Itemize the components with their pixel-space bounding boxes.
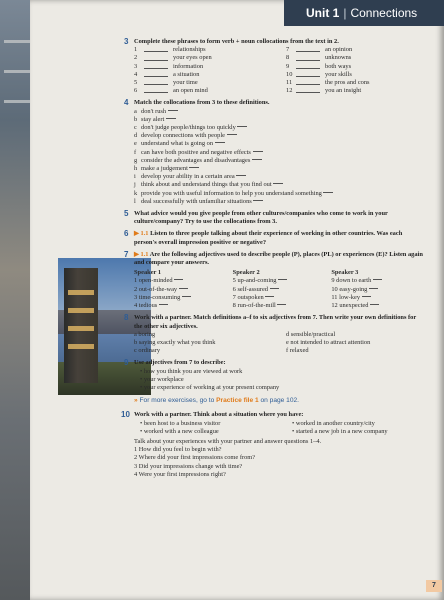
item-text: information <box>173 62 204 70</box>
item-letter: e <box>134 140 137 148</box>
definition-item <box>134 124 424 132</box>
exercise-instruction: What advice would you give people from other cultures/companies who come to work in your culture/company? Try to use the collocations from 3. <box>134 210 388 226</box>
definition-item: f relaxed <box>286 347 309 355</box>
item-text: 4 tedious <box>134 302 158 310</box>
item-text: 10 easy-going <box>331 285 368 293</box>
unit-title: Connections <box>350 6 418 20</box>
item-number: 5 <box>134 79 138 87</box>
answer-blank[interactable] <box>144 44 168 52</box>
item-text: understand what is going on <box>141 140 214 148</box>
exercise-instruction: Are the following adjectives used to describe people (P), places (PL) or experiences (E)? Listen again and compare your answers. <box>134 250 423 267</box>
item-text: an open mind <box>173 87 208 95</box>
answer-blank[interactable] <box>265 296 274 297</box>
practice-file-reference: » For more exercises, go to Practice file 1 on page 102. <box>134 397 300 405</box>
answer-blank[interactable] <box>174 279 183 280</box>
item-text: a situation <box>173 70 200 78</box>
bullet-item: • your workplace <box>140 376 424 384</box>
item-text: consider the advantages and disadvantages <box>141 156 251 164</box>
exercise-4 <box>124 98 424 206</box>
bullet-item: • started a new job in a new company <box>292 428 424 436</box>
answer-blank[interactable] <box>277 304 286 305</box>
answer-blank[interactable] <box>144 52 168 60</box>
answer-blank[interactable] <box>253 200 263 201</box>
adjective-item <box>134 302 227 310</box>
item-letter: j <box>134 181 136 189</box>
answer-blank[interactable] <box>166 118 176 119</box>
question-item: 3 Did your impressions change with time? <box>134 462 243 470</box>
answer-blank[interactable] <box>144 69 168 77</box>
item-letter: f <box>134 148 137 156</box>
question-item: 4 Were your first impressions right? <box>134 470 226 478</box>
item-text: don't judge people/things too quickly <box>141 124 236 132</box>
item-text: develop your ability in a certain area <box>141 173 235 181</box>
answer-blank[interactable] <box>159 304 168 305</box>
definition-item <box>134 149 424 157</box>
exercise-6 <box>124 229 424 246</box>
exercise-instruction: Complete these phrases to form verb + noun collocations from the text in 2. <box>134 38 339 45</box>
definition-item <box>134 108 424 116</box>
answer-blank[interactable] <box>296 77 320 85</box>
item-text: 1 open-minded <box>134 277 173 285</box>
item-text: 12 unexpected <box>331 302 369 310</box>
answer-blank[interactable] <box>369 288 378 289</box>
speaker-heading: Speaker 3 <box>331 269 359 277</box>
definition-item: c ordinary <box>134 347 161 355</box>
definition-item <box>134 165 424 173</box>
unit-label: Unit 1 <box>306 6 340 20</box>
exercise-5 <box>124 209 424 226</box>
item-text: stay alert <box>141 115 165 123</box>
exercise-number: 7 <box>124 249 129 259</box>
question-item: 2 Where did your first impressions come from? <box>134 454 256 462</box>
answer-blank[interactable] <box>273 183 283 184</box>
adjective-item <box>233 277 326 285</box>
exercise-number: 6 <box>124 229 129 239</box>
answer-blank[interactable] <box>179 288 188 289</box>
definition-item <box>134 181 424 189</box>
audio-track-icon[interactable]: ▶ 1.1 <box>134 250 149 258</box>
definition-item <box>134 140 424 148</box>
definition-item <box>134 116 424 124</box>
answer-blank[interactable] <box>252 159 262 160</box>
item-text: 8 run-of-the-mill <box>232 302 276 310</box>
item-number: 2 <box>134 54 138 62</box>
definition-item: a boring <box>134 330 156 338</box>
item-number: 6 <box>134 87 138 95</box>
adjective-item <box>233 294 326 302</box>
answer-blank[interactable] <box>253 151 263 152</box>
item-number: 4 <box>134 70 138 78</box>
adjective-item <box>134 294 227 302</box>
answer-blank[interactable] <box>182 296 191 297</box>
item-text: 2 out-of-the-way <box>134 285 178 293</box>
bullet-item: • worked in another country/city <box>292 420 424 428</box>
exercise-number: 3 <box>124 37 129 46</box>
item-text: your time <box>173 79 198 87</box>
adjective-item <box>331 277 424 285</box>
item-letter: h <box>134 165 138 173</box>
audio-track-icon[interactable]: ▶ 1.1 <box>134 230 149 238</box>
exercise-content <box>121 37 424 483</box>
item-number: 3 <box>134 62 138 70</box>
exercise-8 <box>124 313 424 355</box>
answer-blank[interactable] <box>168 110 178 111</box>
answer-blank[interactable] <box>144 77 168 85</box>
item-text: 7 outspoken <box>232 293 264 301</box>
adjective-item <box>134 277 227 285</box>
exercise-10 <box>121 410 424 479</box>
definition-item: e not intended to attract attention <box>286 338 371 346</box>
definition-item: d sensible/practical <box>286 330 336 338</box>
exercise-instruction: Work with a partner. Match definitions a–f to six adjectives from 7. Then write your own definitions for the other six adjectives. <box>134 314 417 330</box>
exercise-9 <box>124 358 424 392</box>
adjective-item <box>331 294 424 302</box>
answer-blank[interactable] <box>362 296 371 297</box>
item-text: make a judgement <box>141 165 188 173</box>
question-item: 1 How did you feel to begin with? <box>134 446 222 454</box>
answer-blank[interactable] <box>370 304 379 305</box>
exercise-number: 10 <box>121 410 130 420</box>
bullet-item: • worked with a new colleague <box>140 428 272 436</box>
item-number: 10 <box>286 70 293 78</box>
answer-blank[interactable] <box>296 44 320 52</box>
answer-blank[interactable] <box>270 288 279 289</box>
speaker-heading: Speaker 2 <box>232 269 260 277</box>
item-text: think about and understand things that you find out <box>141 181 272 189</box>
answer-blank[interactable] <box>215 142 225 143</box>
bullet-item: • your experience of working at your present company <box>140 384 424 392</box>
item-letter: g <box>134 156 138 164</box>
item-text: you an insight <box>325 87 362 95</box>
bullet-item: • been host to a business visitor <box>140 420 272 428</box>
item-number: 7 <box>286 46 290 54</box>
item-text: 6 self-assured <box>232 285 268 293</box>
definition-item <box>134 190 424 198</box>
exercise-number: 5 <box>124 209 129 219</box>
item-letter: c <box>134 124 137 132</box>
phrase-item <box>134 87 272 95</box>
definition-item <box>134 157 424 165</box>
definition-item: b saying exactly what you think <box>134 338 216 346</box>
item-text: 11 low-key <box>331 293 361 301</box>
item-text: 9 down to earth <box>331 277 372 285</box>
adjective-item <box>331 286 424 294</box>
item-letter: a <box>134 107 137 115</box>
item-text: can have both positive and negative effects <box>141 148 251 156</box>
answer-blank[interactable] <box>189 167 199 168</box>
definition-item <box>134 132 424 140</box>
exercise-instruction: Work with a partner. Think about a situation where you have: <box>134 411 304 419</box>
answer-blank[interactable] <box>296 52 320 60</box>
exercise-followup: Talk about your experiences with your partner and answer questions 1–4. <box>134 437 322 445</box>
item-number: 11 <box>286 79 293 87</box>
item-text: develop connections with people <box>141 132 225 140</box>
item-text: don't rush <box>141 107 167 115</box>
answer-blank[interactable] <box>236 175 246 176</box>
answer-blank[interactable] <box>296 61 320 69</box>
speaker-column <box>233 269 326 310</box>
item-number: 12 <box>286 87 293 95</box>
answer-blank[interactable] <box>373 279 382 280</box>
speaker-column <box>134 269 227 310</box>
exercise-number: 9 <box>124 358 129 368</box>
speaker-column <box>331 269 424 310</box>
answer-blank[interactable] <box>144 61 168 69</box>
answer-blank[interactable] <box>296 85 320 93</box>
item-text: your eyes open <box>173 54 212 62</box>
item-number: 8 <box>286 54 290 62</box>
item-text: provide you with useful information to help you understand something <box>141 189 322 197</box>
item-text: relationships <box>173 46 206 54</box>
item-letter: d <box>134 132 138 140</box>
item-text: your skills <box>325 70 352 78</box>
adjective-item <box>233 286 326 294</box>
bullet-item: • how you think you are viewed at work <box>140 368 424 376</box>
item-text: unknowns <box>325 54 352 62</box>
exercise-instruction: Listen to three people talking about their experience of working in other countries. Was each person's overall impression positive or negative? <box>134 230 403 246</box>
item-number: 9 <box>286 62 290 70</box>
item-text: deal successfully with unfamiliar situations <box>141 197 252 205</box>
answer-blank[interactable] <box>237 126 247 127</box>
adjective-item <box>233 302 326 310</box>
unit-header: Unit 1 | Connections <box>284 0 444 26</box>
item-text: the pros and cons <box>325 79 370 87</box>
item-text: 5 up-and-coming <box>232 277 277 285</box>
exercise-number: 8 <box>124 313 129 323</box>
answer-blank[interactable] <box>296 69 320 77</box>
exercise-instruction: Match the collocations from 3 to these definitions. <box>134 99 270 107</box>
exercise-7 <box>124 249 424 310</box>
chevron-right-icon: » <box>134 397 138 405</box>
answer-blank[interactable] <box>278 279 287 280</box>
adjective-item <box>331 302 424 310</box>
speaker-heading: Speaker 1 <box>134 269 162 277</box>
item-text: an opinion <box>325 46 353 54</box>
item-letter: l <box>134 197 136 205</box>
item-text: 3 time-consuming <box>134 293 181 301</box>
definition-item <box>134 173 424 181</box>
answer-blank[interactable] <box>323 192 333 193</box>
page-number: 7 <box>426 580 442 592</box>
exercise-number: 4 <box>124 98 129 108</box>
item-letter: i <box>134 173 136 181</box>
item-letter: b <box>134 115 138 123</box>
item-number: 1 <box>134 46 138 54</box>
adjective-item <box>134 286 227 294</box>
answer-blank[interactable] <box>144 85 168 93</box>
definition-item <box>134 198 424 206</box>
item-letter: k <box>134 189 138 197</box>
practice-file-link[interactable]: Practice file 1 <box>216 397 259 405</box>
item-text: both ways <box>325 62 352 70</box>
phrase-item <box>286 87 424 95</box>
answer-blank[interactable] <box>227 134 237 135</box>
exercise-3 <box>124 37 424 95</box>
exercise-instruction: Use adjectives from 7 to describe: <box>134 359 226 367</box>
